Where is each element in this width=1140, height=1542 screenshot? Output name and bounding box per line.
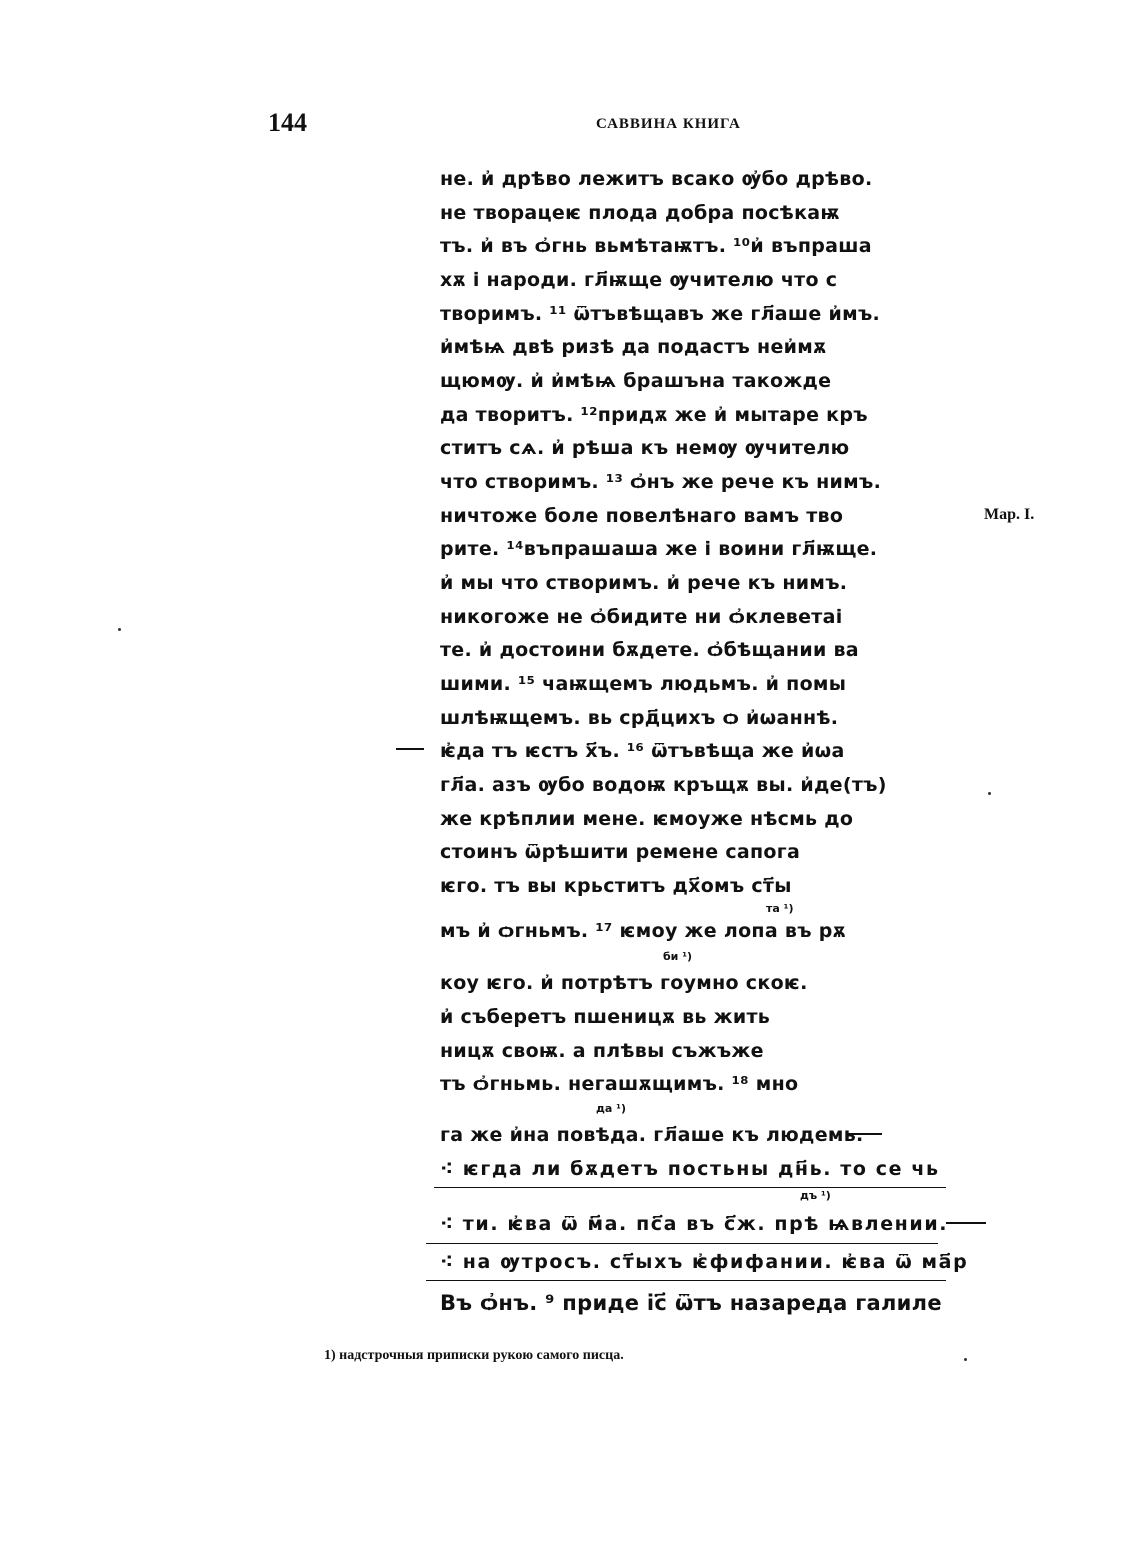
interlinear-note: би ¹) (663, 950, 693, 963)
text-line: ничтоже боле повелѣнаго вамъ тво (440, 505, 844, 527)
text-line: стоинъ ѿрѣшити ремене сапога (440, 841, 801, 863)
rule (434, 1187, 946, 1188)
text-line: и҆мѣѩ двѣ ризѣ да подастъ неи҆мѫ (440, 336, 827, 358)
text-line: никогоже не ѻ҆бидите ни ѻ҆клеветаі (440, 606, 843, 628)
speck (118, 628, 121, 631)
margin-note: Мар. I. (984, 506, 1035, 523)
text-line: не творацеѥ плода добра посѣкаѭ (440, 202, 840, 224)
text-line: тъ ѻ҆гньмь. негашѫщимъ. ¹⁸ мно (440, 1073, 799, 1095)
text-line: коу ѥго. и҆ потрѣтъ гоумно скоѥ. (440, 972, 808, 994)
text-line: хѫ і народи. гл҃ѭще ѹчителю что с (440, 269, 838, 291)
margin-dash (946, 1222, 986, 1224)
text-line: га же и҆на повѣда. гл҃аше къ людемь. (440, 1124, 864, 1146)
text-line: мъ и҆ ѻгньмъ. ¹⁷ ѥмоу же лопа въ рѫ (440, 920, 846, 942)
text-line: тъ. и҆ въ ѻ҆гнь вьмѣтаѭтъ. ¹⁰и҆ въпраша (440, 235, 872, 257)
text-line: шими. ¹⁵ чаѭщемъ людьмъ. и҆ помы (440, 673, 847, 695)
text-line: да творитъ. ¹²придѫ же и҆ мытаре кръ (440, 404, 868, 426)
text-line: что створимъ. ¹³ ѻ҆нъ же рече къ нимъ. (440, 471, 882, 493)
speck (964, 1358, 967, 1361)
page-number: 144 (268, 108, 307, 137)
footnote: 1) надстрочныя приписки рукою самого писца. (324, 1348, 624, 1363)
text-line: рите. ¹⁴въпрашаша же і воини гл҃ѭще. (440, 538, 878, 560)
text-line: ницѫ своѭ. а плѣвы съжъже (440, 1040, 764, 1062)
text-line: и҆ съберетъ пшеницѫ вь жить (440, 1006, 771, 1028)
text-line: шлѣѭщемъ. вь срд҃цихъ ѻ и҆ѡаннѣ. (440, 707, 839, 729)
text-line: ститъ сѧ. и҆ рѣша къ немѹ ѹчителю (440, 437, 850, 459)
interlinear-note: да ¹) (596, 1102, 626, 1115)
text-line: ѥго. тъ вы крьститъ дх҃омъ ст҃ы (440, 875, 792, 897)
text-line: ѥ҆да тъ ѥстъ х҃ъ. ¹⁶ ѿтъвѣща же и҆ѡа (440, 740, 845, 762)
interlinear-note: дъ ¹) (800, 1189, 831, 1202)
rubric-line: ⁖ ѥгда ли бѫдетъ постьны дн҃ь. то се чь (440, 1158, 940, 1180)
speck (988, 792, 991, 795)
margin-dash (846, 1133, 882, 1135)
margin-dash (396, 748, 424, 750)
text-line: творимъ. ¹¹ ѿтъвѣщавъ же гл҃аше и҆мъ. (440, 303, 881, 325)
running-title: САВВИНА КНИГА (596, 116, 741, 132)
text-line: не. и҆ дрѣво лежитъ всако ѹ҆бо дрѣво. (440, 168, 873, 190)
rule (426, 1280, 946, 1281)
interlinear-note: та ¹) (766, 902, 794, 915)
rule (426, 1243, 938, 1244)
text-line: и҆ мы что створимъ. и҆ рече къ нимъ. (440, 572, 848, 594)
text-line: же крѣплии мене. ѥмоуже нѣсмь до (440, 808, 854, 830)
text-line: те. и҆ достоини бѫдете. ѻ҆бѣщании ва (440, 639, 859, 661)
text-line: щюмѹ. и҆ и҆мѣѩ брашъна такожде (440, 370, 832, 392)
text-line: гл҃а. азъ ѹбо водоѭ кръщѫ вы. и҆де(тъ) (440, 774, 887, 796)
rubric-line: ⁖ на ѹтросъ. ст҃ыхъ ѥ҆фифании. ѥ҆ва ѿ ма҃р (440, 1251, 969, 1273)
rubric-line: ⁖ ти. ѥ҆ва ѿ м҃а. пс҃а въ с҃ж. прѣ ѩвлении. (440, 1213, 949, 1235)
text-line: Въ ѻ҆нъ. ⁹ приде ic҃ ѿтъ назареда галиле (440, 1291, 942, 1315)
